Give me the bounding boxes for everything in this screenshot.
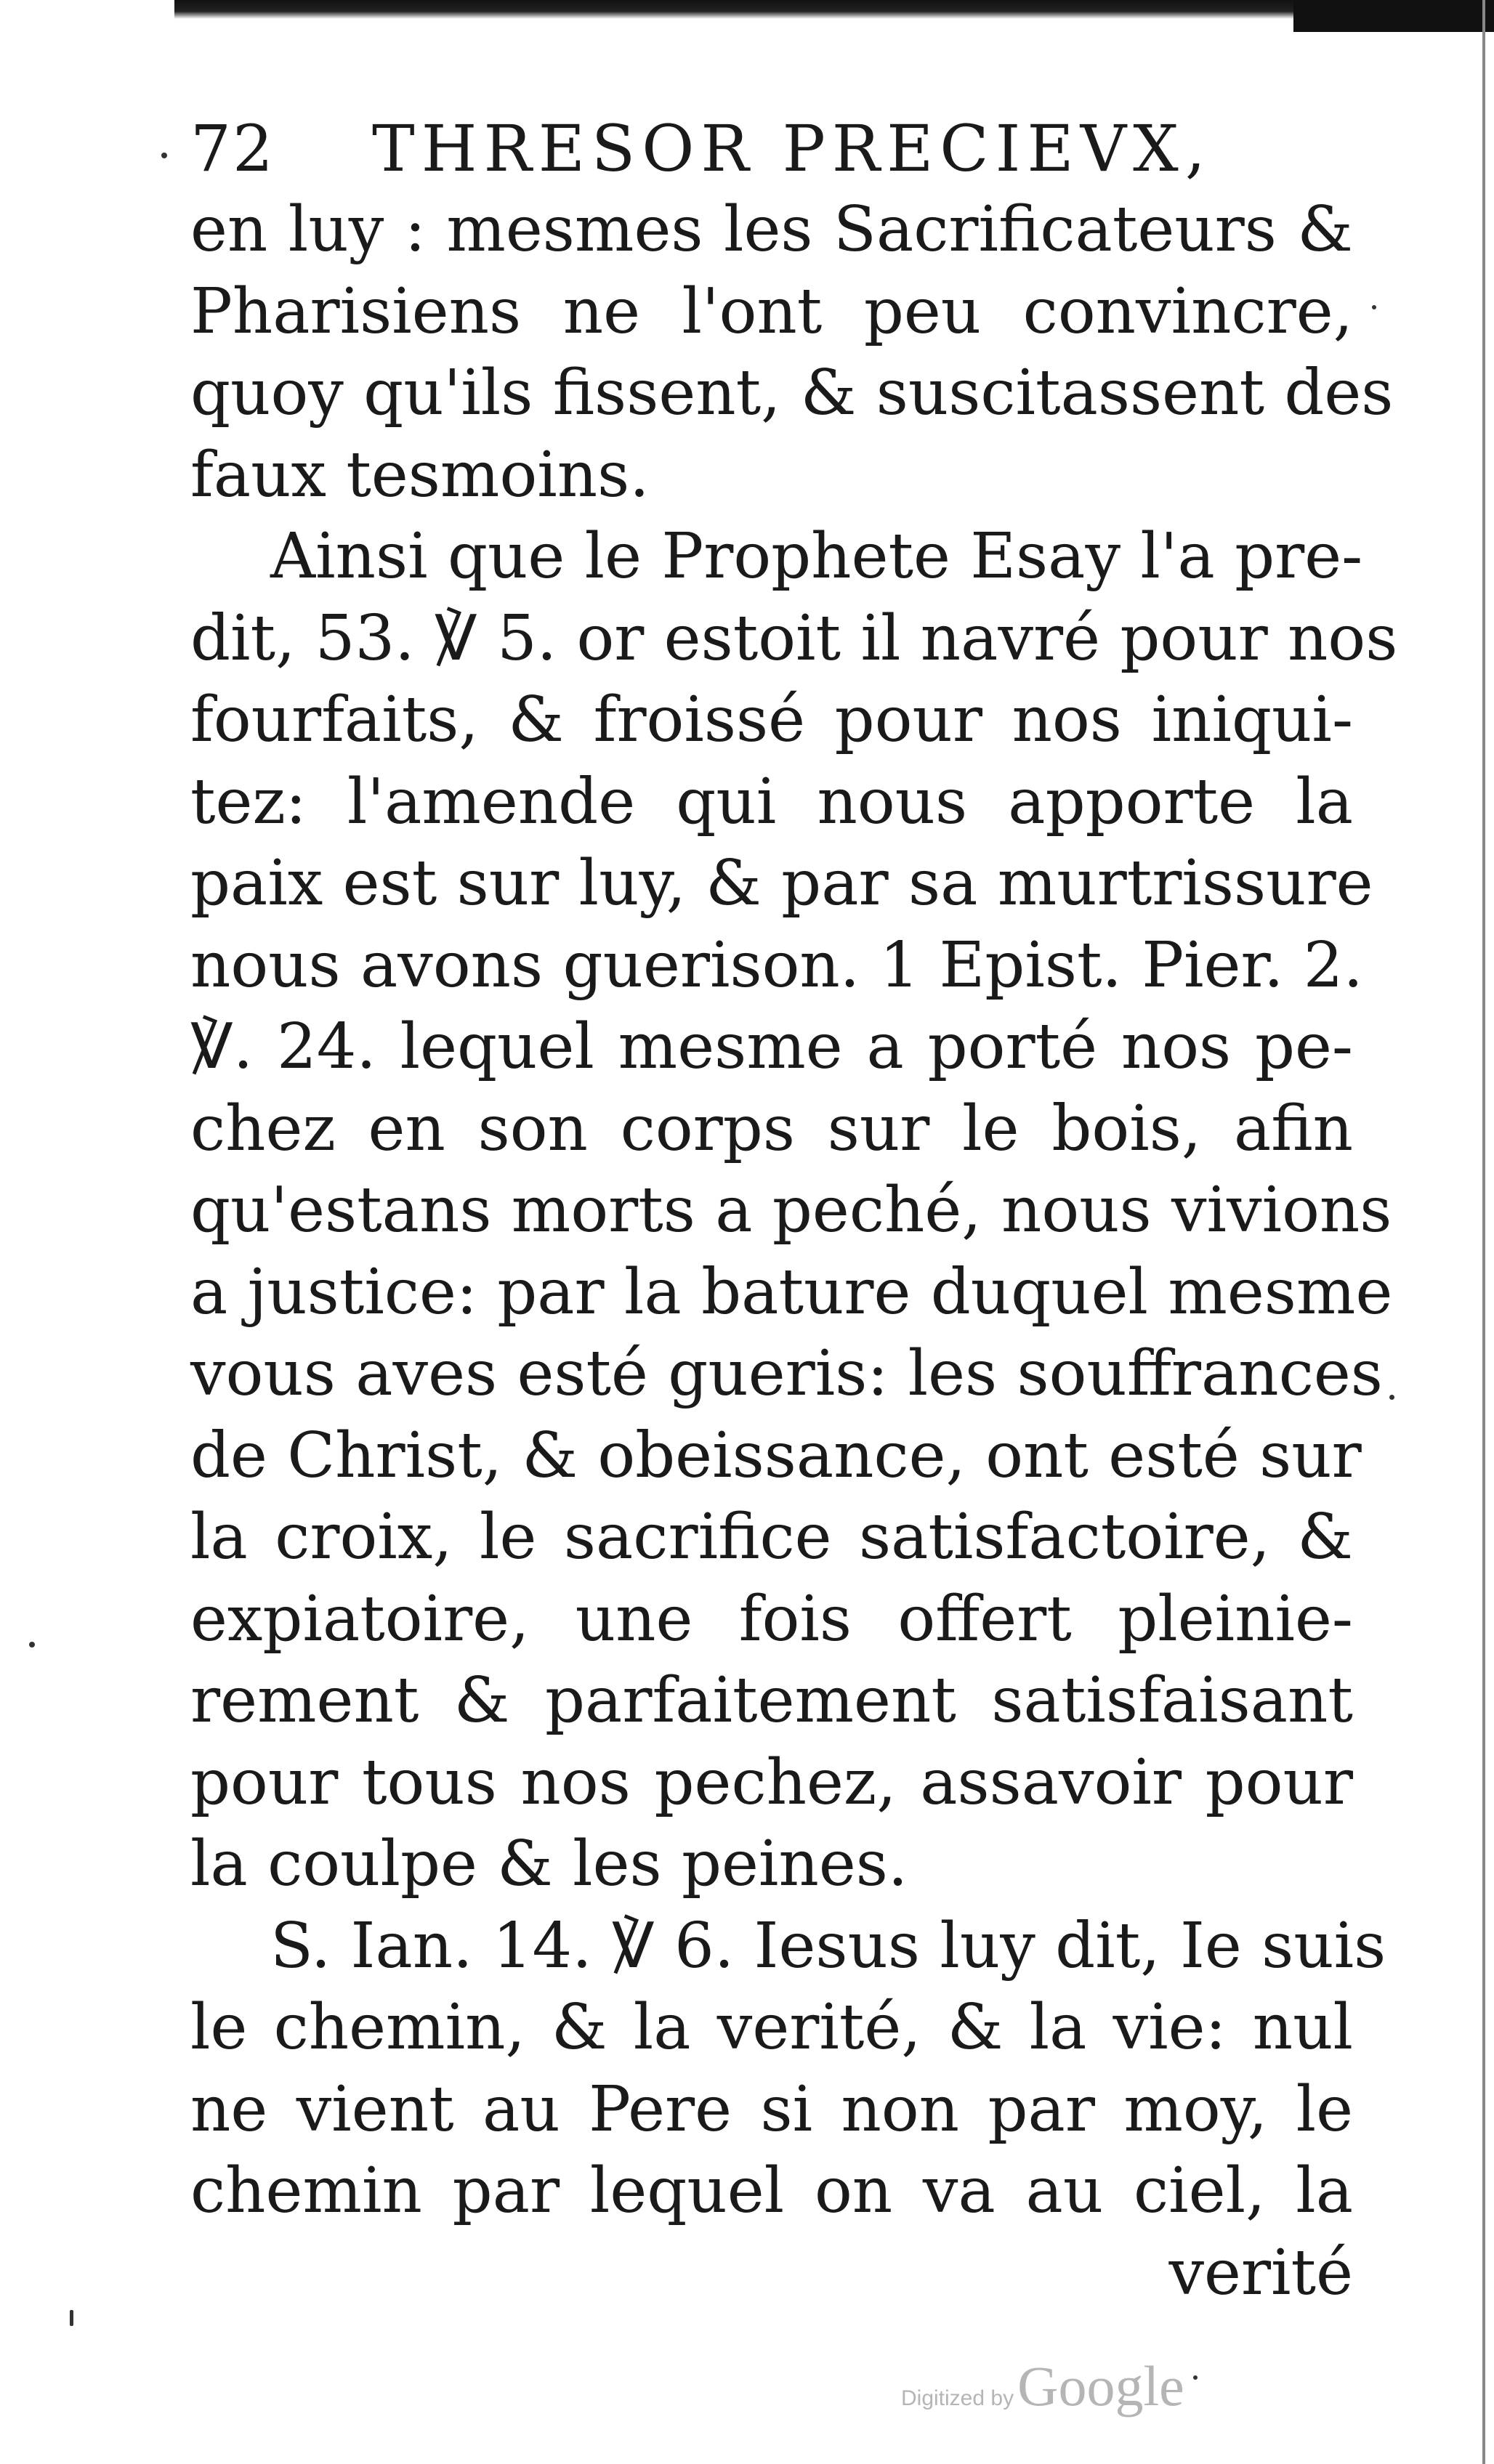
text-line: paix est sur luy, & par sa murtrissure	[190, 847, 1373, 920]
text-line: nous avons guerison. 1 Epist. Pier. 2.	[190, 928, 1363, 1002]
text-line: chez en son corps sur le bois, afin	[190, 1092, 1353, 1165]
ink-speck	[70, 2310, 73, 2326]
google-logo: Google	[1017, 2354, 1184, 2418]
text-line: ne vient au Pere si non par moy, le	[190, 2072, 1353, 2146]
text-line: S. Ian. 14. ℣ 6. Iesus luy dit, Ie suis	[270, 1909, 1386, 1982]
ink-speck	[29, 1642, 35, 1648]
ink-speck	[1372, 305, 1376, 309]
text-line: a justice: par la bature duquel mesme	[190, 1255, 1393, 1329]
ink-speck	[1389, 1395, 1394, 1400]
book-page	[190, 109, 1398, 2314]
text-line: faux tesmoins.	[190, 438, 650, 511]
text-line: de Christ, & obeissance, ont esté sur	[190, 1419, 1362, 1492]
text-line: quoy qu'ils fissent, & suscitassent des	[190, 357, 1394, 429]
running-title: THRESOR PRECIEVX,	[372, 111, 1212, 186]
text-line: le chemin, & la verité, & la vie: nul	[190, 1991, 1353, 2064]
text-line: Pharisiens ne l'ont peu convincre,	[190, 275, 1353, 348]
body-text	[190, 189, 1398, 2232]
text-line: rement & parfaitement satisfaisant	[190, 1664, 1353, 1737]
page-right-edge	[1482, 0, 1485, 2464]
text-line: expiatoire, une fois offert pleinie-	[190, 1582, 1353, 1655]
text-line: la coulpe & les peines.	[190, 1828, 908, 1900]
running-header	[190, 109, 1353, 189]
text-line: dit, 53. ℣ 5. or estoit il navré pour nos	[190, 601, 1398, 675]
watermark-prefix: Digitized by	[901, 2386, 1014, 2410]
text-line: vous aves esté gueris: les souffrances	[190, 1337, 1383, 1410]
text-line: ℣. 24. lequel mesme a porté nos pe-	[190, 1010, 1353, 1083]
text-line: en luy : mesmes les Sacrificateurs &	[190, 193, 1353, 266]
ink-speck	[161, 153, 167, 158]
ink-speck	[1193, 2375, 1198, 2380]
text-line: chemin par lequel on va au ciel, la	[190, 2155, 1353, 2227]
text-line: la croix, le sacrifice satisfactoire, &	[190, 1501, 1353, 1573]
text-line: tez: l'amende qui nous apporte la	[190, 765, 1353, 838]
catchword: verité	[1168, 2236, 1353, 2309]
text-line: fourfaits, & froissé pour nos iniqui-	[190, 684, 1353, 756]
top-border-ink-blot	[1293, 0, 1494, 32]
text-line: Ainsi que le Prophete Esay l'a pre-	[270, 520, 1363, 593]
text-line: pour tous nos pechez, assavoir pour	[190, 1746, 1353, 1819]
text-line: qu'estans morts a peché, nous vivions	[190, 1174, 1392, 1247]
digitization-watermark	[901, 2354, 1184, 2419]
page-number: 72	[190, 111, 275, 186]
